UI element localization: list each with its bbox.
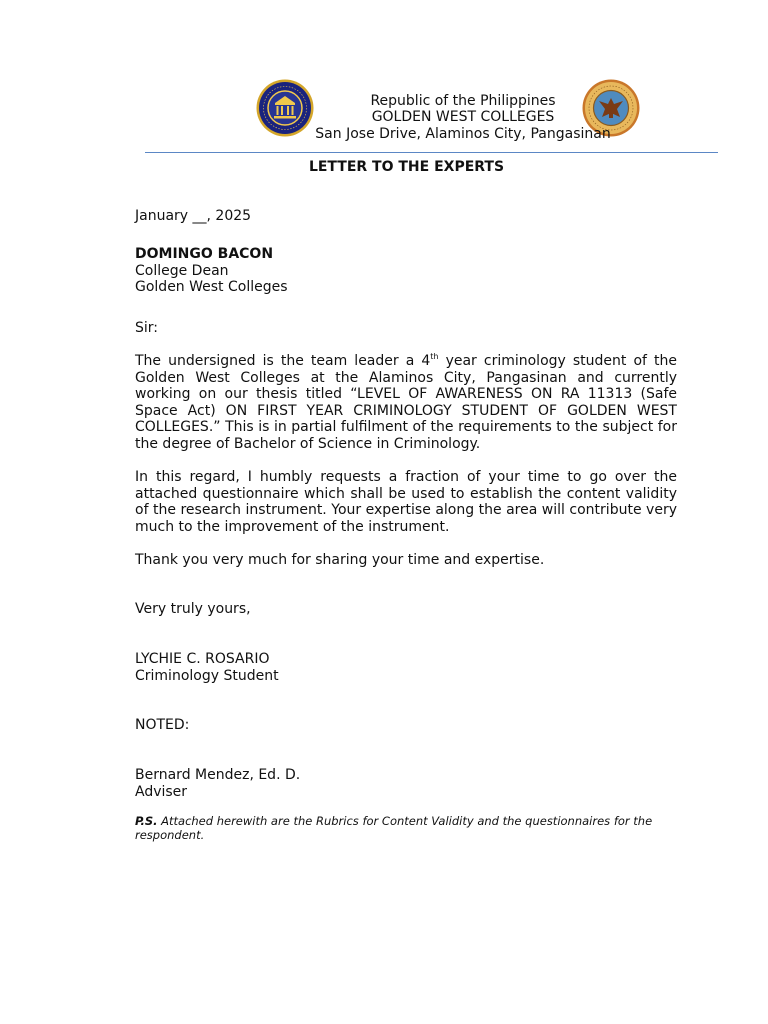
letterhead-school-name: GOLDEN WEST COLLEGES xyxy=(371,109,555,125)
adviser-name: Bernard Mendez, Ed. D. xyxy=(135,767,301,783)
adviser-role: Adviser xyxy=(135,783,188,800)
postscript xyxy=(135,814,677,842)
recipient-block xyxy=(135,246,677,296)
recipient-institution: Golden West Colleges xyxy=(135,279,288,295)
postscript-label: P.S. xyxy=(135,814,158,828)
body-paragraph-3: Thank you very much for sharing your time and expertise. xyxy=(135,552,545,568)
sender-name: LYCHIE C. ROSARIO xyxy=(135,651,270,667)
recipient-position: College Dean xyxy=(135,262,229,279)
letterhead-republic: Republic of the Philippines xyxy=(370,93,556,109)
recipient-name: DOMINGO BACON xyxy=(135,246,274,262)
letter-date: January __, 2025 xyxy=(135,208,252,224)
sender-block xyxy=(135,651,677,684)
letter-title: LETTER TO THE EXPERTS xyxy=(308,159,505,175)
ordinal-suffix: th xyxy=(430,352,439,361)
paragraph-1-part-1: The undersigned is the team leader a 4 xyxy=(135,353,431,369)
body-paragraph-1 xyxy=(135,353,677,452)
paragraph-1-part-2: year criminology student of the Golden West Colleges at the Alaminos City, Pangasinan and currently working on our thesis titled “LEVEL OF AWARENESS ON RA 11313 (Safe Space Act) ON FIRST YEAR CRIMINOLOGY STUDENT OF GOLDEN WEST COLLEGES.” This is in partial fulfilment of the requirements to the subject for the degree of Bachelor of Science in Criminology. xyxy=(135,353,678,452)
letterhead-address: San Jose Drive, Alaminos City, Pangasinan xyxy=(315,126,611,142)
sender-role: Criminology Student xyxy=(135,667,279,684)
complimentary-close: Very truly yours, xyxy=(135,601,251,617)
adviser-block xyxy=(135,767,677,800)
postscript-text: Attached herewith are the Rubrics for Content Validity and the questionnaires for the respondent. xyxy=(135,814,653,842)
salutation: Sir: xyxy=(135,320,159,336)
letterhead-divider xyxy=(145,152,718,153)
noted-label: NOTED: xyxy=(135,717,190,733)
body-paragraph-2: In this regard, I humbly requests a fraction of your time to go over the attached questionnaire which shall be used to establish the content validity of the research instrument. Your expertise along the area will contribute very much to the improvement of the instrument. xyxy=(135,469,677,535)
